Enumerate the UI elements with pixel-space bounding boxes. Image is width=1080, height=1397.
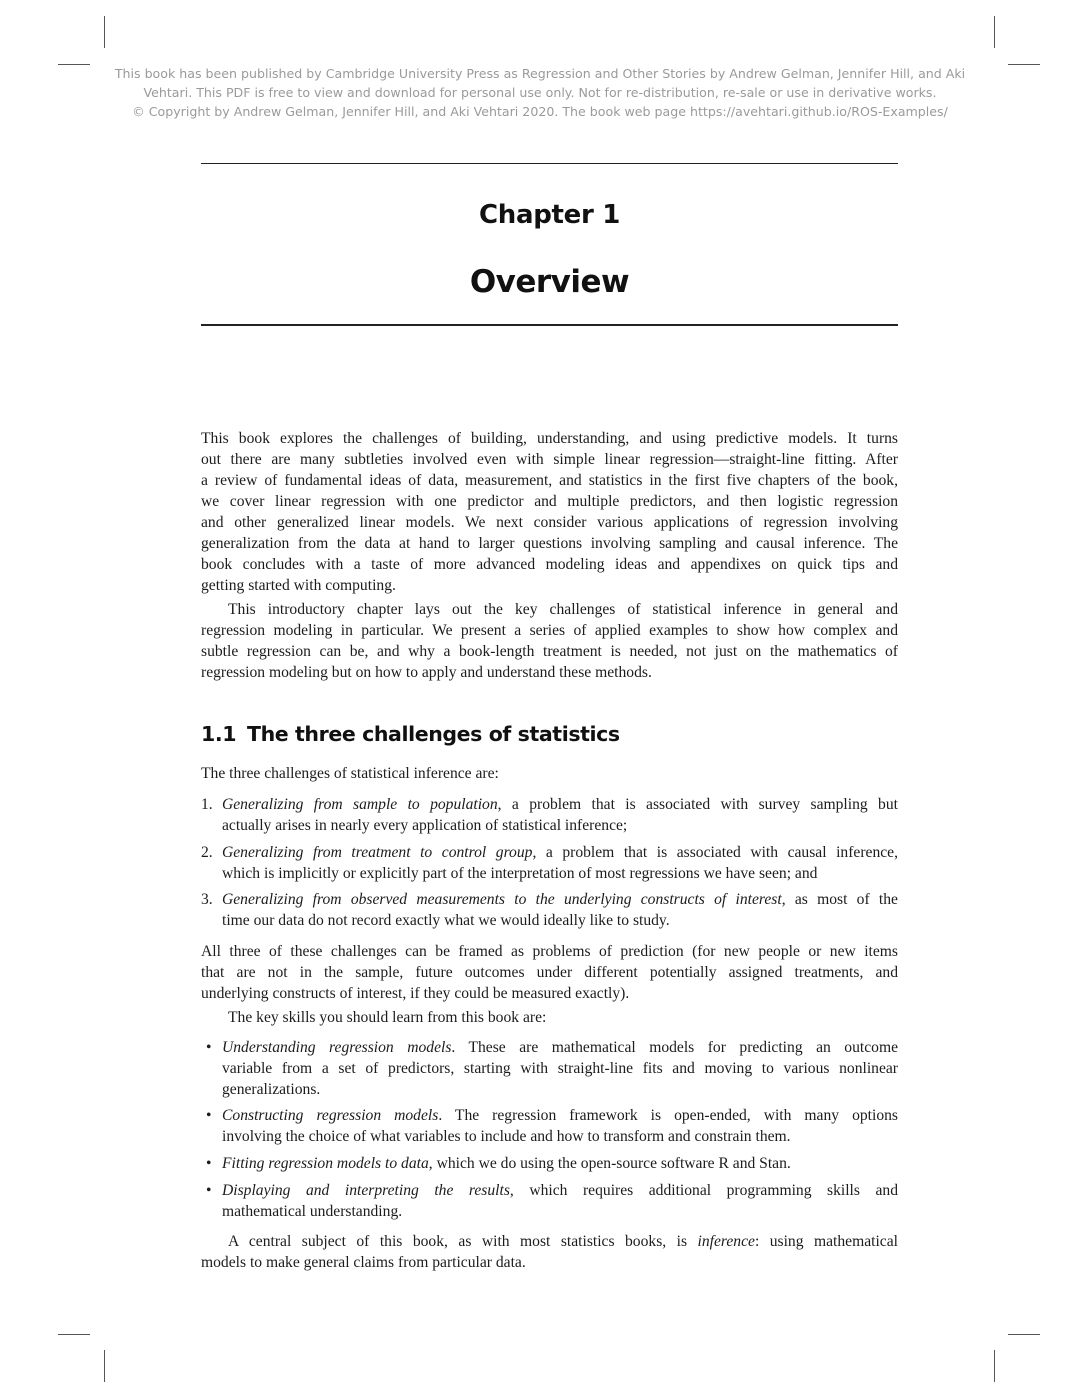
section-heading	[201, 722, 620, 746]
title-rule	[201, 324, 898, 326]
text-span: , which we do using the open-source software R and Stan.	[428, 1155, 791, 1172]
crop-mark	[994, 1350, 995, 1382]
text-line: This book explores the challenges of building, understanding, and using predictive models. It turns	[201, 430, 898, 447]
text-line: regression modeling in particular. We present a series of applied examples to show how complex and	[201, 622, 898, 639]
text-span: , a problem that is associated with survey sampling but	[497, 796, 898, 813]
text-line: This introductory chapter lays out the key challenges of statistical inference in general and	[228, 601, 898, 618]
emphasis: Constructing regression models	[222, 1107, 439, 1124]
copyright-notice	[100, 64, 980, 121]
intro-paragraph-1	[201, 428, 898, 596]
crop-mark	[58, 64, 90, 65]
text-line: underlying constructs of interest, if they could be measured exactly).	[201, 985, 630, 1002]
emphasis: Understanding regression models	[222, 1039, 452, 1056]
text-line: generalizations.	[222, 1081, 321, 1098]
section-number: 1.1	[201, 722, 237, 746]
text-line: actually arises in nearly every application of statistical inference;	[222, 817, 628, 834]
emphasis: inference	[697, 1233, 755, 1250]
list-item	[201, 1105, 898, 1147]
notice-line: This book has been published by Cambridge University Press as Regression and Other Stories by Andrew Gelman, Jennifer Hill, and Aki	[114, 66, 966, 81]
crop-mark	[1008, 1334, 1040, 1335]
text-span: . These are mathematical models for predicting an outcome	[451, 1039, 898, 1056]
text-line: regression modeling but on how to apply and understand these methods.	[201, 664, 652, 681]
text-line: book concludes with a taste of more advanced modeling ideas and appendixes on quick tips and	[201, 556, 898, 573]
text-span: : using mathematical	[754, 1233, 898, 1250]
section-lead	[201, 763, 898, 784]
crop-mark	[58, 1334, 90, 1335]
text-span: , which requires additional programming skills and	[509, 1182, 898, 1199]
text-line: out there are many subtleties involved even with simple linear regression—straight-line fitting. After	[201, 451, 898, 468]
list-item	[201, 842, 898, 884]
text-line: we cover linear regression with one predictor and multiple predictors, and then logistic regression	[201, 493, 898, 510]
crop-mark	[104, 16, 105, 48]
text-line: models to make general claims from particular data.	[201, 1254, 526, 1271]
crop-mark	[994, 16, 995, 48]
list-marker: 3.	[201, 891, 213, 908]
bullet: •	[206, 1182, 212, 1199]
chapter-label: Chapter 1	[478, 200, 621, 230]
text-span: . The regression framework is open-ended, with many options	[438, 1107, 898, 1124]
text-line: that are not in the sample, future outcomes under different potentially assigned treatments, and	[201, 964, 898, 981]
text-span: , a problem that is associated with causal inference,	[532, 844, 898, 861]
list-item	[201, 1180, 898, 1222]
text-line: involving the choice of what variables to include and how to transform and constrain them.	[222, 1128, 791, 1145]
text-span: , as most of the	[781, 891, 898, 908]
notice-line: © Copyright by Andrew Gelman, Jennifer Hill, and Aki Vehtari 2020. The book web page https://avehtari.github.io/ROS-Examples/	[132, 104, 948, 119]
crop-mark	[104, 1350, 105, 1382]
text-line: a review of fundamental ideas of data, measurement, and statistics in the first five chapters of the book,	[201, 472, 898, 489]
text-line: variable from a set of predictors, starting with straight-line fits and moving to various nonlinear	[222, 1060, 898, 1077]
top-rule	[201, 163, 898, 164]
bullet: •	[206, 1155, 212, 1172]
list-item	[201, 1037, 898, 1100]
text-line: and other generalized linear models. We next consider various applications of regression involving	[201, 514, 898, 531]
emphasis: Generalizing from treatment to control group	[222, 844, 533, 861]
emphasis: Fitting regression models to data	[222, 1155, 429, 1172]
intro-paragraph-2	[201, 599, 898, 683]
emphasis: Generalizing from observed measurements to the underlying constructs of interest	[222, 891, 782, 908]
text-line: mathematical understanding.	[222, 1203, 403, 1220]
list-marker: 2.	[201, 844, 213, 861]
list-item	[201, 889, 898, 931]
closing-paragraph	[201, 1231, 898, 1273]
text-line: The three challenges of statistical inference are:	[201, 765, 499, 782]
bullet: •	[206, 1107, 212, 1124]
text-line: The key skills you should learn from this book are:	[228, 1009, 547, 1026]
chapter-title: Overview	[469, 264, 630, 300]
text-line: subtle regression can be, and why a book-length treatment is needed, not just on the mathematics of	[201, 643, 898, 660]
list-item	[201, 794, 898, 836]
text-line: All three of these challenges can be framed as problems of prediction (for new people or new items	[201, 943, 898, 960]
text-span: A central subject of this book, as with most statistics books, is	[228, 1233, 698, 1250]
list-item	[201, 1153, 898, 1174]
list-marker: 1.	[201, 796, 213, 813]
emphasis: Generalizing from sample to population	[222, 796, 498, 813]
text-line: generalization from the data at hand to larger questions involving sampling and causal inference. The	[201, 535, 898, 552]
crop-mark	[1008, 64, 1040, 65]
paragraph	[201, 941, 898, 1004]
bullet: •	[206, 1039, 212, 1056]
section-title: The three challenges of statistics	[247, 722, 620, 746]
text-line: getting started with computing.	[201, 577, 396, 594]
notice-line: Vehtari. This PDF is free to view and download for personal use only. Not for re-distribution, re-sale or use in derivative works.	[143, 85, 937, 100]
emphasis: Displaying and interpreting the results	[222, 1182, 510, 1199]
text-line: which is implicitly or explicitly part of the interpretation of most regressions we have seen; and	[222, 865, 818, 882]
skills-lead	[201, 1007, 898, 1028]
text-line: time our data do not record exactly what we would ideally like to study.	[222, 912, 670, 929]
